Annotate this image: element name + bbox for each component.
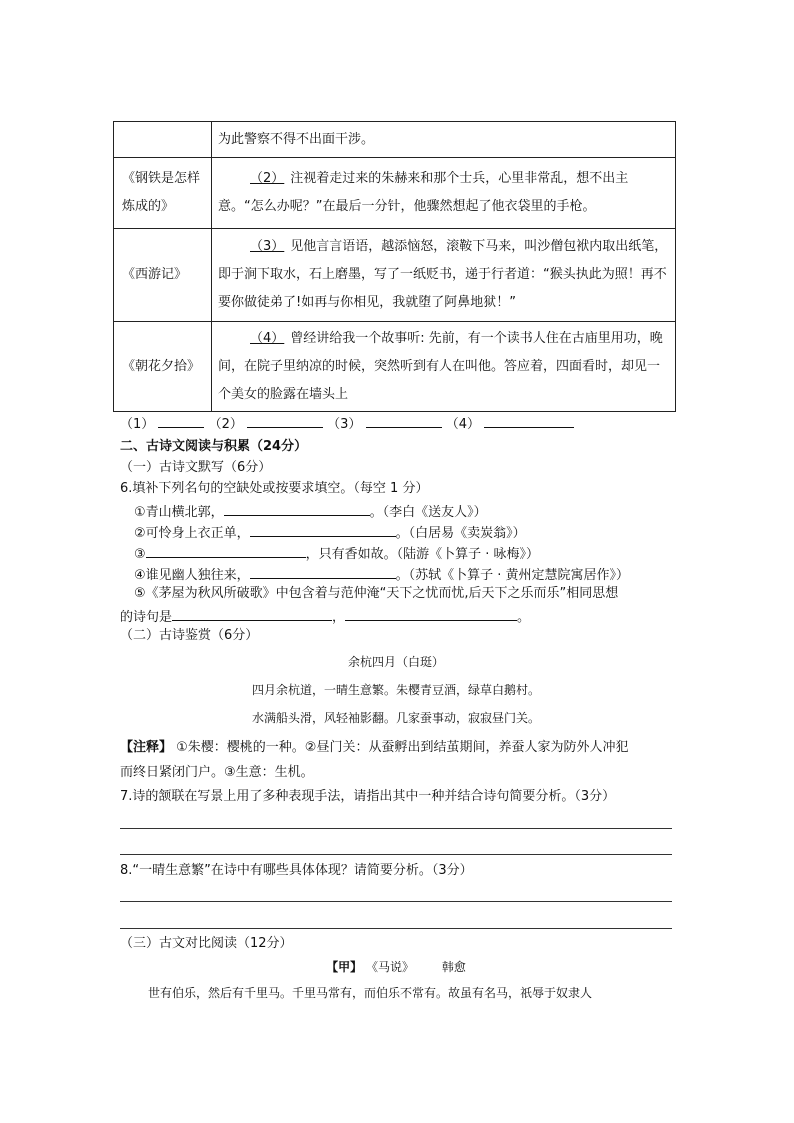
answer-rule[interactable] (120, 901, 672, 902)
fill-blank[interactable] (172, 605, 332, 621)
recite-item-4 (134, 563, 629, 586)
part-title: （二）古诗鉴赏（6分） (120, 628, 259, 643)
item-source: 。（白居易《卖炭翁》） (395, 526, 526, 541)
excerpt-text: 注视着走过来的朱赫来和那个士兵，心里非常乱，想不出主意。“怎么办呢？”在最后一分针，他骤然想起了他衣袋里的手枪。 (218, 171, 629, 214)
question-7: 7.诗的颔联在写景上用了多种表现手法，请指出其中一种并结合诗句简要分析。（3分） (120, 789, 616, 804)
fill-blank[interactable] (345, 605, 517, 621)
table-row (114, 122, 676, 158)
item-text: ①青山横北郭， (134, 505, 224, 520)
blank-number: （2） (250, 171, 285, 186)
item-text: ④谁见幽人独往来， (134, 568, 250, 583)
answer-label-4: （4） (445, 417, 480, 432)
excerpt-text: 见他言言语语，越添恼怒，滚鞍下马来，叫沙僧包袱内取出纸笔，即于涧下取水，石上磨墨，写了一纸贬书，递于行者道：“猴头执此为照！再不要你做徒弟了!如再与你相见，我就堕了阿鼻地狱！” (218, 239, 668, 310)
answer-rule[interactable] (120, 828, 672, 829)
annotation-cont: 而终日紧闭门户。③生意：生机。 (120, 765, 314, 780)
answer-blank-3[interactable] (366, 412, 442, 428)
question-8: 8.“一晴生意繁”在诗中有哪些具体体现？请简要分析。（3分） (120, 863, 473, 878)
item-text: ②可怜身上衣正单， (134, 526, 250, 541)
item-source: ，只有香如故。（陆游《卜算子 · 咏梅》） (305, 547, 540, 562)
answer-rule[interactable] (120, 928, 672, 929)
part-title: （一）古诗文默写（6分） (120, 460, 272, 475)
works-table (113, 121, 676, 412)
passage-label: 【甲】 (326, 960, 363, 974)
passage-heading (120, 957, 672, 977)
answer-blank-1[interactable] (158, 412, 204, 428)
fill-blank[interactable] (146, 542, 306, 558)
recite-item-3 (134, 542, 539, 565)
blank-number: （4） (250, 330, 285, 346)
fill-blank[interactable] (224, 500, 370, 516)
answer-line (120, 412, 574, 435)
content-cell (212, 158, 676, 229)
table-row (114, 158, 676, 229)
content-cell (212, 322, 676, 412)
annotation (120, 738, 628, 758)
content-cell (212, 229, 676, 322)
excerpt-text: 为此警察不得不出面干涉。 (218, 131, 375, 147)
poem-line-1: 四月余杭道，一晴生意繁。朱樱青豆酒，绿草白鹅村。 (251, 683, 540, 697)
item-text: 。 (517, 610, 531, 625)
recite-item-2 (134, 521, 526, 544)
item-text: ③ (134, 547, 146, 562)
poem-line-2: 水满船头滑，风轻袖影翻。几家蚕事动，寂寂昼门关。 (251, 711, 540, 725)
book-cell (114, 122, 212, 158)
table-row (114, 229, 676, 322)
book-cell: 《朝花夕拾》 (114, 322, 212, 412)
question-6: 6.填补下列名句的空缺处或按要求填空。（每空 1 分） (120, 481, 429, 496)
item-text: 的诗句是 (120, 610, 173, 625)
item-source: 。（李白《送友人》） (369, 505, 487, 520)
item-text: ， (332, 610, 346, 625)
content-cell (212, 122, 676, 158)
answer-label-3: （3） (327, 417, 362, 432)
blank-number: （3） (250, 239, 285, 254)
fill-blank[interactable] (250, 521, 396, 537)
annotation-label: 【注释】 (120, 740, 173, 755)
annotation-text: ①朱樱：樱桃的一种。②昼门关：从蚕孵出到结茧期间，养蚕人家为防外人冲犯 (176, 740, 629, 755)
book-cell: 《西游记》 (114, 229, 212, 322)
item-source: 。（苏轼《卜算子 · 黄州定慧院寓居作》） (395, 568, 630, 583)
recite-item-5: ⑤《茅屋为秋风所破歌》中包含着与范仲淹“天下之忧而忧,后天下之乐而乐”相同思想 (134, 586, 619, 601)
answer-rule[interactable] (120, 854, 672, 855)
answer-label-2: （2） (208, 417, 243, 432)
answer-blank-2[interactable] (247, 412, 323, 428)
book-cell: 《钢铁是怎样炼成的》 (114, 158, 212, 229)
answer-blank-4[interactable] (484, 412, 574, 428)
excerpt-text: 曾经讲给我一个故事听: 先前，有一个读书人住在古庙里用功，晚间，在院子里纳凉的时候，突然听到有人在叫他。答应着，四面看时，却见一个美女的脸露在墙头上 (218, 330, 663, 402)
section-title: 二、古诗文阅读与积累（24分） (120, 439, 308, 454)
passage-text: 世有伯乐，然后有千里马。千里马常有，而伯乐不常有。故虽有名马，祇辱于奴隶人 (148, 986, 593, 1000)
table-row (114, 322, 676, 412)
recite-item-5-cont (120, 605, 530, 628)
answer-label-1: （1） (120, 417, 155, 432)
poem-title: 余杭四月（白珽） (347, 655, 444, 669)
fill-blank[interactable] (250, 563, 396, 579)
part-title: （三）古文对比阅读（12分） (120, 936, 293, 951)
recite-item-1 (134, 500, 487, 523)
passage-author: 韩愈 (441, 960, 466, 974)
passage-title: 《马说》 (365, 960, 414, 974)
